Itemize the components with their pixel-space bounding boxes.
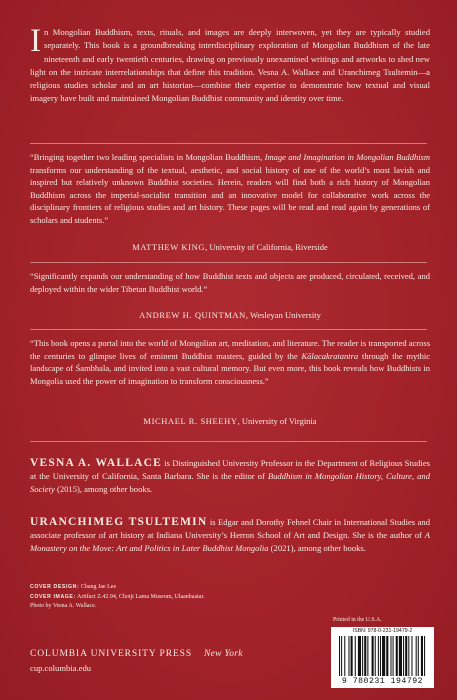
barcode-bar: [375, 636, 376, 676]
barcode-bar: [390, 636, 391, 676]
barcode-bar: [424, 636, 425, 676]
barcode-bar: [408, 636, 409, 676]
barcode-bar: [405, 636, 407, 676]
endorsement-attribution: [30, 309, 430, 321]
author-name: URANCHIMEG TSULTEMIN: [30, 516, 208, 528]
barcode-bar: [403, 636, 404, 676]
endorsement-quote: “Bringing together two leading specialists in Mongolian Buddhism, Image and Imagination in Mongolian Buddhism transforms our understanding of the textual, aesthetic, and social history of one of the world’s most lavish and inspired but relatively unknown Buddhist societies. Herein, readers will find both a rich history of Mongolian Buddhism across the imperial-socialist transition and an innovative model for collaborative work across the disciplinary frontiers of religious studies and art history. These pages will be read and read again by generations of scholars and students.”: [30, 152, 431, 225]
endorser-name: ANDREW H. QUINTMAN: [139, 310, 246, 320]
barcode-bar: [418, 636, 419, 676]
barcode-bar: [421, 636, 423, 676]
barcode-bar: [351, 636, 353, 676]
barcode-bar: [348, 636, 349, 676]
isbn-label: ISBN: 978-0-231-19479-2: [352, 628, 413, 634]
divider: [30, 262, 427, 263]
barcode-bar: [382, 636, 385, 676]
author-bio: URANCHIMEG TSULTEMIN is Edgar and Dorothy Fehnel Chair in International Studies and associate professor of art history at Indiana University’s Herron School of Art and Design. She is the author of A Monastery on the Move: Art and Politics in Later Buddhist Mongolia (2021), among other books.: [30, 516, 431, 553]
barcode-bar: [364, 636, 366, 676]
barcode-bar: [396, 636, 398, 676]
publisher-url: cup.columbia.edu: [30, 663, 92, 673]
cover-credits: [30, 583, 310, 612]
barcode-bar: [355, 636, 356, 676]
author-name: VESNA A. WALLACE: [30, 457, 163, 469]
endorser-affiliation: , Wesleyan University: [245, 310, 321, 320]
endorser-name: MICHAEL R. SHEEHY: [143, 416, 238, 426]
endorser-affiliation: , University of Virginia: [237, 416, 317, 426]
printed-in: Printed in the U.S.A.: [333, 617, 382, 623]
barcode-bar: [358, 636, 361, 676]
publisher-city: New York: [204, 649, 243, 659]
barcode-bar: [372, 636, 374, 676]
barcode-bar: [367, 636, 368, 676]
barcode-bar: [339, 636, 340, 676]
barcode-bar: [416, 636, 417, 676]
drop-cap: I: [30, 23, 41, 59]
barcode-bar: [344, 636, 345, 676]
cover-design-credit: COVER DESIGN: Chang Jae Lee: [30, 584, 117, 590]
endorser-name: MATTHEW KING: [132, 242, 206, 252]
divider: [30, 441, 427, 442]
publisher-line: [30, 649, 243, 659]
barcode-bar: [386, 636, 388, 676]
barcode-bar: [393, 636, 394, 676]
barcode-bar: [399, 636, 402, 676]
endorsement-quote: “This book opens a portal into the world of Mongolian art, meditation, and literature. The reader is transported across the centuries to glimpse lives of eminent Buddhist masters, guided by the Kālacakratantra through the mythic landscape of Śambhala, and invited into a vast cultural memory. But even more, this book reveals how Buddhists in Mongolia used the power of imagination to transform consciousness.”: [30, 338, 430, 386]
endorsement-attribution: [30, 415, 430, 427]
photo-credit: Photo by Vesna A. Wallace.: [30, 603, 97, 609]
author-bio: VESNA A. WALLACE is Distinguished University Professor in the Department of Religious Studies at the University of California, Santa Barbara. She is the editor of Buddhism in Mongolian History, Culture, and Society (2015), among other books.: [30, 457, 431, 494]
isbn-number: 9 780231 194792: [341, 677, 424, 686]
barcode-bar: [411, 636, 412, 676]
endorsement-attribution: [30, 241, 430, 253]
barcode-bar: [378, 636, 379, 676]
publisher-name: COLUMBIA UNIVERSITY PRESS: [30, 649, 193, 659]
barcode-bar: [380, 636, 381, 676]
book-description: [30, 23, 430, 106]
cover-image-credit: COVER IMAGE: Artifact Z.42.94, Choiji Lama Museum, Ulaanbaatar.: [30, 593, 205, 600]
barcode-bar: [341, 636, 342, 676]
divider: [30, 143, 427, 144]
description-text: n Mongolian Buddhism, texts, rituals, and images are deeply interwoven, yet they are typically studied separately. This book is a groundbreaking interdisciplinary exploration of Mongolian Buddhism of the late nineteenth and early twentieth centuries, drawing on previously unexamined writings and artworks to shed new light on the intricate interrelationships that define this tradition. Vesna A. Wallace and Uranchimeg Tsultemin—a religious studies scholar and an art historian—combine their expertise to demonstrate how textual and visual imagery have built and maintained Mongolian Buddhist community and identity over time.: [30, 27, 430, 104]
barcode-bar: [362, 636, 363, 676]
divider: [30, 329, 427, 330]
endorsement-quote: “Significantly expands our understanding of how Buddhist texts and objects are produced, circulated, received, and deployed within the wider Tibetan Buddhist world.”: [30, 271, 430, 294]
isbn-barcode: [331, 627, 434, 688]
endorser-affiliation: , University of California, Riverside: [205, 242, 328, 252]
